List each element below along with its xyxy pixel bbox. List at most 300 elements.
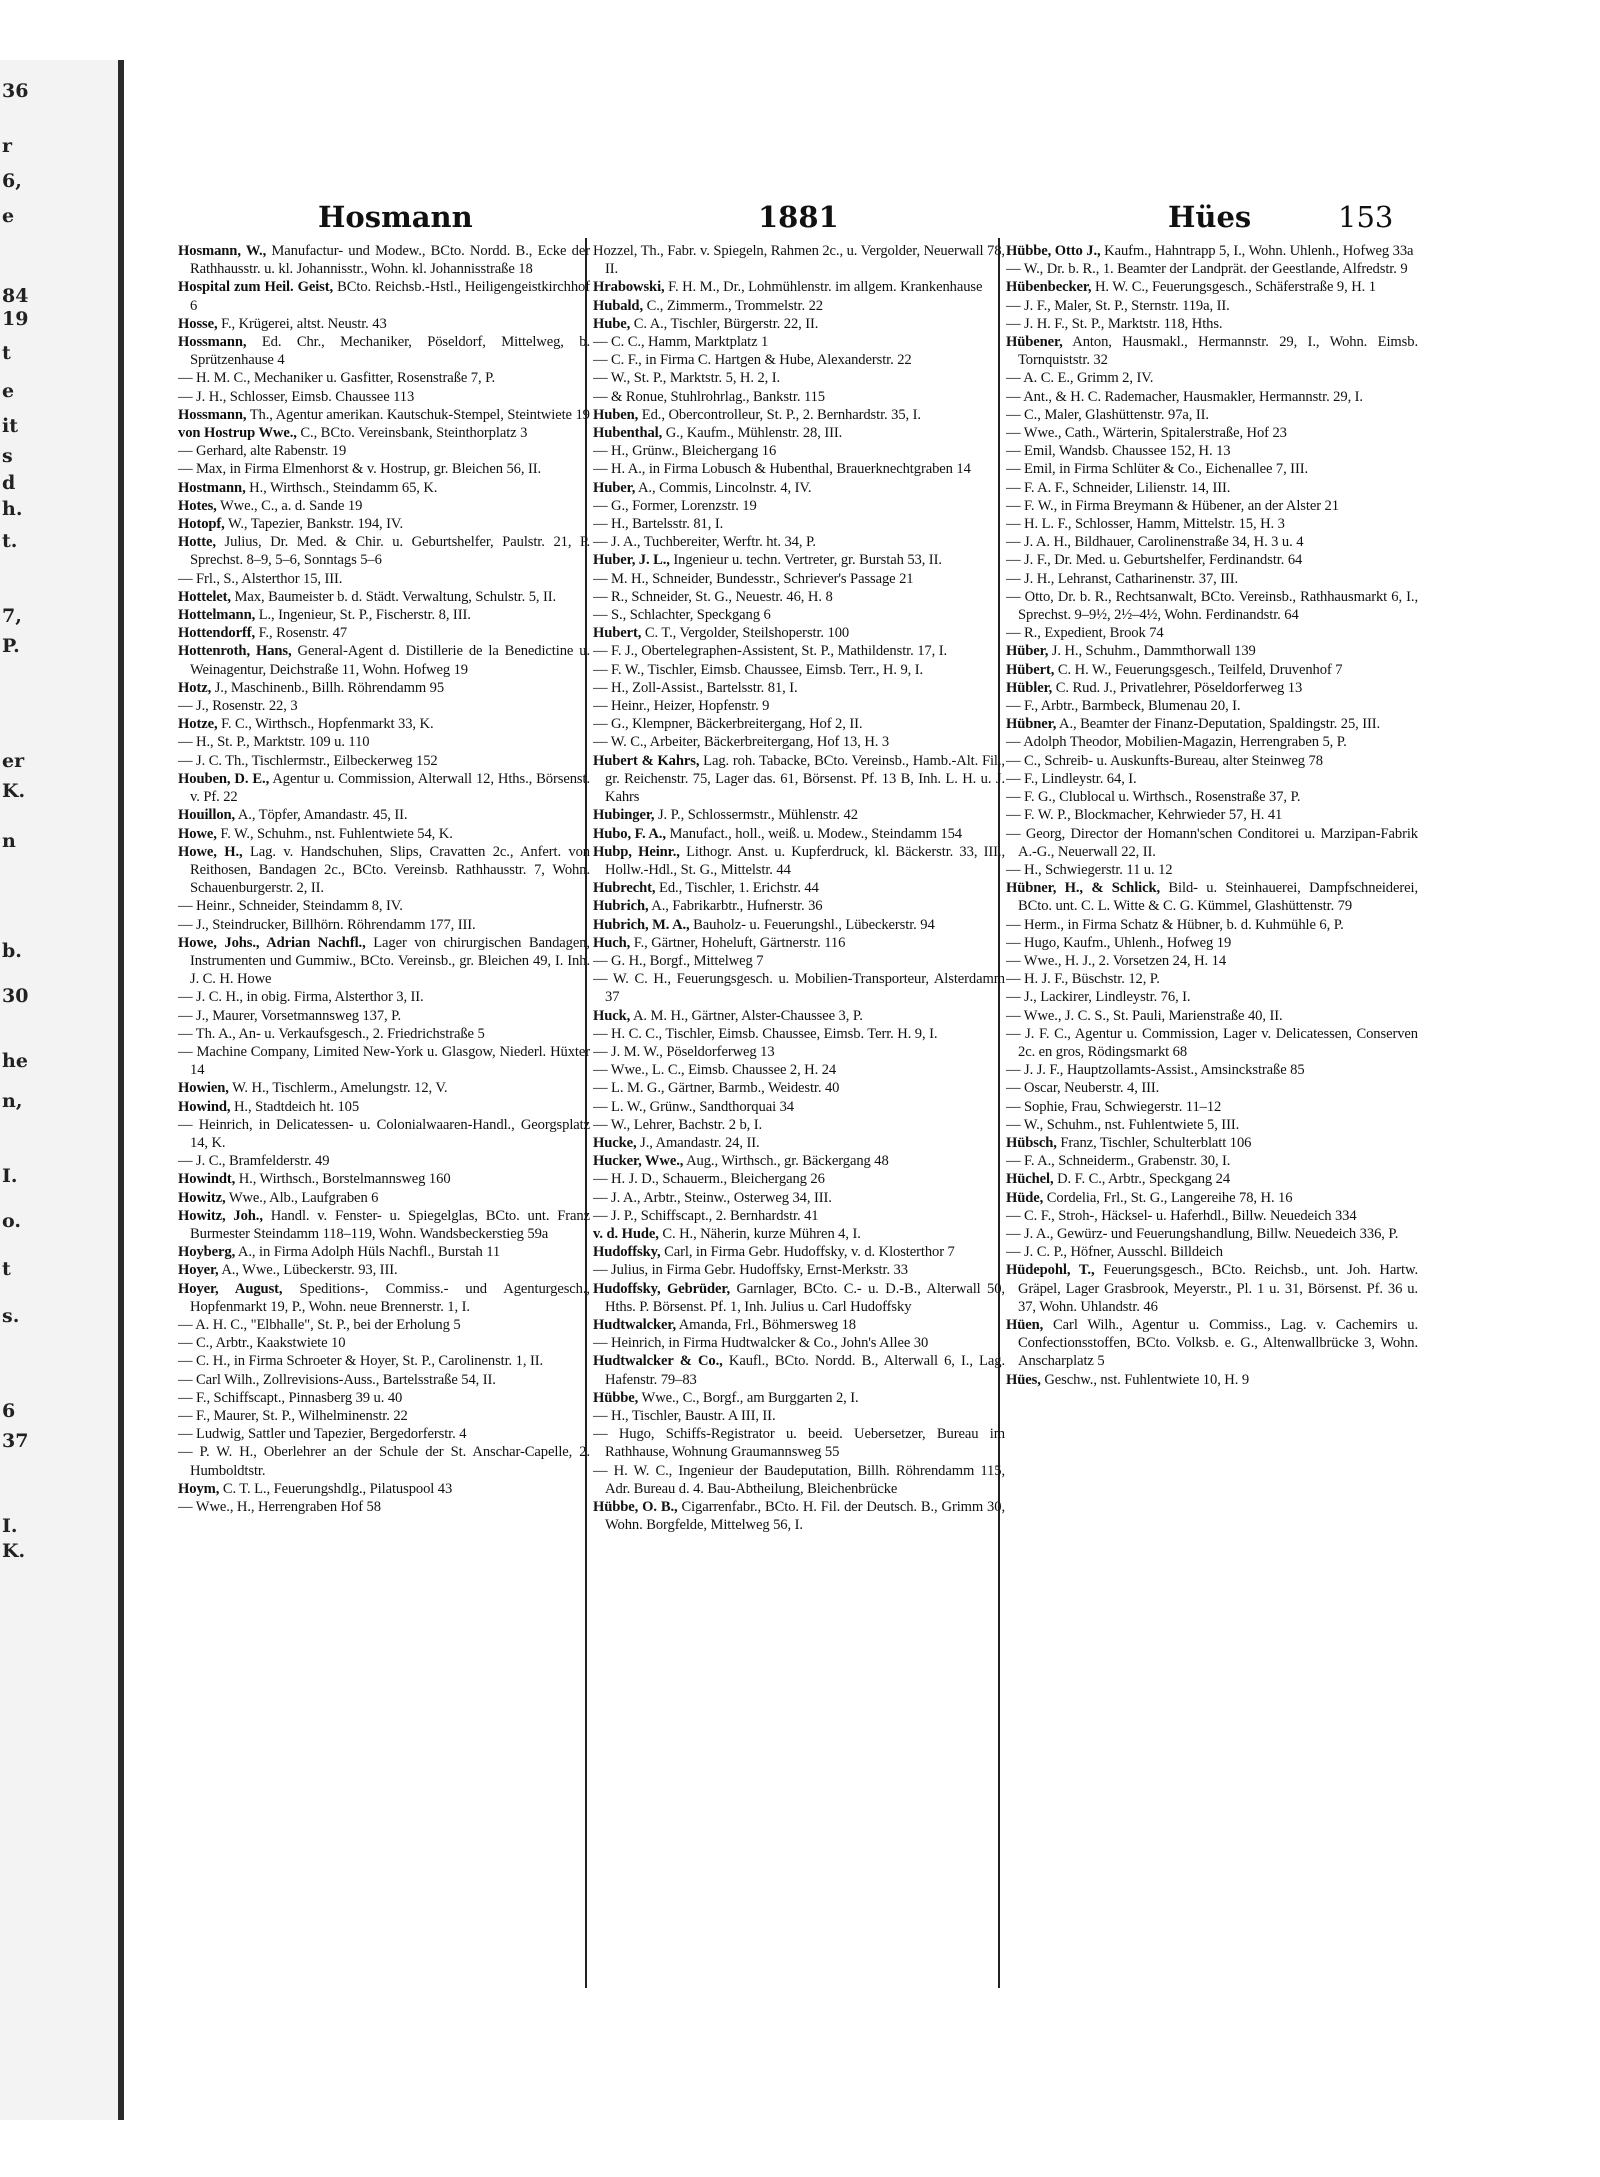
directory-entry	[1006, 1371, 1418, 1389]
directory-entry	[593, 1152, 1005, 1170]
entry-details: — J. A., Arbtr., Steinw., Osterweg 34, III.	[593, 1189, 832, 1206]
entry-details: — J. C. Th., Tischlermstr., Eilbeckerweg 152	[178, 752, 438, 769]
entry-details: — A. C. E., Grimm 2, IV.	[1006, 370, 1154, 387]
directory-entry	[1006, 369, 1418, 387]
entry-name: Houillon,	[178, 807, 236, 824]
previous-page-fragment: t.	[2, 530, 18, 552]
directory-entry	[1006, 1261, 1418, 1316]
directory-entry	[178, 1207, 590, 1243]
entry-details: Ingenieur u. techn. Vertreter, gr. Burstah 53, II.	[669, 552, 942, 569]
directory-entry	[593, 479, 1005, 497]
entry-details: Hozzel, Th., Fabr. v. Spiegeln, Rahmen 2c., u. Vergolder, Neuerwall 78, II.	[593, 243, 1005, 278]
entry-details: — H. C. C., Tischler, Eimsb. Chaussee, Eimsb. Terr. H. 9, I.	[593, 1025, 938, 1042]
directory-entry	[178, 697, 590, 715]
entry-name: Hosmann, W.,	[178, 243, 267, 259]
directory-entry	[1006, 497, 1418, 515]
entry-details: — F., Schiffscapt., Pinnasberg 39 u. 40	[178, 1389, 403, 1406]
directory-entry	[593, 369, 1005, 387]
directory-entry	[178, 1007, 590, 1025]
directory-entry	[593, 1462, 1005, 1498]
entry-details: — W., St. P., Marktstr. 5, H. 2, I.	[593, 370, 781, 387]
directory-entry	[593, 970, 1005, 1006]
entry-details: H., Wirthsch., Steindamm 65, K.	[245, 479, 438, 496]
directory-entry	[178, 1170, 590, 1188]
directory-entry	[1006, 242, 1418, 260]
entry-details: — Wwe., L. C., Eimsb. Chaussee 2, H. 24	[593, 1062, 837, 1079]
directory-entry	[1006, 1116, 1418, 1134]
directory-entry	[593, 515, 1005, 533]
entry-details: — H. W. C., Ingenieur der Baudeputation, Billh. Röhrendamm 115, Adr. Bureau d. 4. Bau-Abtheilung, Bleichenbrücke	[593, 1462, 1005, 1497]
entry-details: Cordelia, Frl., St. G., Langereihe 78, H. 16	[1043, 1189, 1293, 1206]
previous-page-fragment: I.	[2, 1165, 18, 1187]
directory-entry	[178, 770, 590, 806]
directory-entry	[593, 297, 1005, 315]
previous-page-fragment: e	[2, 380, 15, 402]
previous-page-fragment: 84	[2, 285, 29, 307]
entry-details: — H. J. F., Büschstr. 12, P.	[1006, 971, 1160, 988]
entry-details: Feuerungsgesch., BCto. Reichsb., unt. Joh. Hartw. Gräpel, Lager Grasbrook, Meyerstr., Pl. 1 u. 31, Börsenst. Pf. 36 u. 37, Wohn. Uhlandstr. 46	[1018, 1262, 1418, 1315]
directory-entry	[178, 606, 590, 624]
entry-details: — J. H., Lehranst, Catharinenstr. 37, III.	[1006, 570, 1239, 587]
entry-details: — F. W. P., Blockmacher, Kehrwieder 57, H. 41	[1006, 807, 1283, 824]
directory-entry	[178, 278, 590, 314]
entry-details: Th., Agentur amerikan. Kautschuk-Stempel, Steintwiete 19	[246, 406, 590, 423]
directory-entry	[1006, 278, 1418, 296]
entry-details: — J. A., Tuchbereiter, Werftr. ht. 34, P.	[593, 534, 816, 551]
directory-page	[148, 150, 1448, 2080]
page-header	[148, 200, 1394, 236]
previous-page-fragment: 37	[2, 1430, 29, 1452]
entry-name: Hübbe, O. B.,	[593, 1499, 678, 1516]
directory-entry	[593, 570, 1005, 588]
entry-details: — F. G., Clublocal u. Wirthsch., Rosenstraße 37, P.	[1006, 789, 1301, 806]
directory-entry	[1006, 1061, 1418, 1079]
entry-details: J., Amandastr. 24, II.	[636, 1134, 760, 1151]
entry-details: — H. M. C., Mechaniker u. Gasfitter, Rosenstraße 7, P.	[178, 370, 496, 387]
directory-entry	[593, 533, 1005, 551]
entry-details: Bauholz- u. Feuerungshl., Lübeckerstr. 94	[689, 916, 935, 933]
directory-entry	[1006, 1025, 1418, 1061]
directory-column-1	[178, 242, 590, 1982]
entry-details: — S., Schlachter, Speckgang 6	[593, 607, 771, 624]
directory-entry	[593, 442, 1005, 460]
directory-entry	[593, 551, 1005, 569]
directory-entry	[178, 1316, 590, 1334]
entry-details: C. Rud. J., Privatlehrer, Pöseldorferweg 13	[1052, 679, 1303, 696]
entry-name: Huber,	[593, 479, 636, 496]
entry-details: — Heinr., Schneider, Steindamm 8, IV.	[178, 898, 403, 915]
entry-details: — Frl., S., Alsterthor 15, III.	[178, 570, 343, 587]
directory-entry	[178, 1189, 590, 1207]
entry-details: Cigarrenfabr., BCto. H. Fil. der Deutsch. B., Grimm 30, Wohn. Borgfelde, Mittelweg 56, I.	[605, 1499, 1005, 1534]
directory-entry	[1006, 479, 1418, 497]
directory-entry	[1006, 624, 1418, 642]
entry-details: Amanda, Frl., Böhmersweg 18	[676, 1316, 857, 1333]
entry-details: D. F. C., Arbtr., Speckgang 24	[1053, 1171, 1231, 1188]
entry-details: — H. A., in Firma Lobusch & Hubenthal, Brauerknechtgraben 14	[593, 461, 971, 478]
entry-name: Hotopf,	[178, 516, 225, 533]
entry-name: Hoym,	[178, 1480, 220, 1497]
page-number: 153	[1338, 200, 1394, 234]
entry-details: — W. C. H., Feuerungsgesch. u. Mobilien-Transporteur, Alsterdamm 37	[593, 971, 1005, 1006]
directory-entry	[593, 388, 1005, 406]
entry-details: — W., Dr. b. R., 1. Beamter der Landprät. der Geestlande, Alfredstr. 9	[1006, 261, 1408, 278]
previous-page-fragment: er	[2, 750, 25, 772]
directory-entry	[178, 1334, 590, 1352]
header-right-keyword: Hües	[1168, 200, 1252, 234]
entry-name: Hübbe, Otto J.,	[1006, 243, 1101, 259]
entry-name: Hrabowski,	[593, 279, 665, 296]
entry-details: Ed., Tischler, 1. Erichstr. 44	[655, 880, 819, 897]
directory-entry	[1006, 825, 1418, 861]
directory-entry	[593, 1098, 1005, 1116]
entry-details: — P. W. H., Oberlehrer an der Schule der St. Anschar-Capelle, 2. Humboldtstr.	[178, 1444, 590, 1479]
entry-details: — W. C., Arbeiter, Bäckerbreitergang, Hof 13, H. 3	[593, 734, 890, 751]
entry-name: Hubrich,	[593, 898, 649, 915]
directory-entry	[593, 1061, 1005, 1079]
entry-details: A., in Firma Adolph Hüls Nachfl., Burstah 11	[235, 1244, 501, 1261]
entry-details: Manufact., holl., weiß. u. Modew., Steindamm 154	[665, 825, 963, 842]
directory-entry	[178, 1498, 590, 1516]
entry-details: — Sophie, Frau, Schwiegerstr. 11–12	[1006, 1098, 1222, 1115]
entry-details: Bild- u. Steinhauerei, Dampfschneiderei, BCto. unt. C. L. Witte & C. G. Kümmel, Glashüttenstr. 79	[1018, 880, 1418, 915]
header-left-keyword: Hosmann	[318, 200, 473, 234]
directory-entry	[593, 1352, 1005, 1388]
entry-details: — Machine Company, Limited New-York u. Glasgow, Niederl. Hüxter 14	[178, 1043, 590, 1079]
entry-details: — J. A. H., Bildhauer, Carolinenstraße 34, H. 3 u. 4	[1006, 534, 1304, 551]
entry-details: — Heinr., Heizer, Hopfenstr. 9	[593, 698, 770, 715]
entry-details: — H., St. P., Marktstr. 109 u. 110	[178, 734, 370, 751]
entry-details: A., Wwe., Lübeckerstr. 93, III.	[218, 1262, 398, 1279]
entry-details: Lag. roh. Tabacke, BCto. Vereinsb., Hamb.-Alt. Fil., gr. Reichenstr. 75, Lager das. 61, Börsenst. Pf. 13 B, Inh. L. H. u. J. Kahrs	[605, 752, 1005, 806]
entry-details: C. H. W., Feuerungsgesch., Teilfeld, Druvenhof 7	[1054, 661, 1343, 678]
entry-details: — Max, in Firma Elmenhorst & v. Hostrup, gr. Bleichen 56, II.	[178, 461, 542, 478]
previous-page-fragment: b.	[2, 940, 22, 962]
entry-name: Hostmann,	[178, 479, 246, 496]
entry-name: Hübbe,	[593, 1389, 639, 1406]
entry-details: — J. M. W., Pöseldorferweg 13	[593, 1043, 775, 1060]
directory-entry	[593, 1280, 1005, 1316]
directory-entry	[593, 752, 1005, 807]
directory-entry	[178, 1407, 590, 1425]
entry-details: A., Fabrikarbtr., Hufnerstr. 36	[648, 898, 823, 915]
entry-details: — M. H., Schneider, Bundesstr., Schriever's Passage 21	[593, 570, 914, 587]
directory-entry	[593, 1498, 1005, 1534]
directory-entry	[178, 843, 590, 898]
directory-entry	[593, 843, 1005, 879]
entry-details: Franz, Tischler, Schulterblatt 106	[1056, 1134, 1252, 1151]
directory-entry	[593, 1243, 1005, 1261]
entry-name: Huber, J. L.,	[593, 552, 670, 569]
entry-name: Hüber,	[1006, 643, 1049, 660]
directory-entry	[593, 1225, 1005, 1243]
entry-details: Speditions-, Commiss.- und Agenturgesch., Hopfenmarkt 19, P., Wohn. neue Brennerstr. 1, I.	[190, 1280, 590, 1315]
entry-details: Wwe., C., a. d. Sande 19	[216, 497, 363, 514]
directory-entry	[593, 825, 1005, 843]
directory-entry	[1006, 861, 1418, 879]
entry-details: F. W., Schuhm., nst. Fuhlentwiete 54, K.	[216, 825, 453, 842]
entry-details: Carl Wilh., Agentur u. Commiss., Lag. v. Cachemirs u. Confectionsstoffen, BCto. Volksb. e. G., Altenwallbrücke 3, Wohn. Anscharplatz 5	[1018, 1316, 1418, 1370]
entry-name: Hotz,	[178, 679, 212, 696]
entry-details: — Adolph Theodor, Mobilien-Magazin, Herrengraben 5, P.	[1006, 734, 1347, 751]
entry-name: Howe,	[178, 825, 217, 842]
entry-details: J. P., Schlossermstr., Mühlenstr. 42	[654, 807, 858, 824]
entry-name: Hübler,	[1006, 679, 1053, 696]
entry-details: — Julius, in Firma Gebr. Hudoffsky, Ernst-Merkstr. 33	[593, 1262, 908, 1279]
directory-entry	[1006, 1170, 1418, 1188]
entry-details: — H., Zoll-Assist., Bartelsstr. 81, I.	[593, 679, 798, 696]
directory-entry	[1006, 697, 1418, 715]
directory-entry	[593, 1116, 1005, 1134]
entry-details: H. W. C., Feuerungsgesch., Schäferstraße 9, H. 1	[1091, 279, 1376, 296]
directory-entry	[1006, 934, 1418, 952]
entry-details: — J. A., Gewürz- und Feuerungshandlung, Billw. Neuedeich 336, P.	[1006, 1225, 1399, 1242]
entry-name: Hosse,	[178, 315, 218, 332]
directory-entry	[178, 388, 590, 406]
entry-name: Hüdepohl, T.,	[1006, 1262, 1095, 1279]
directory-entry	[1006, 642, 1418, 660]
previous-page-fragment: t	[2, 342, 11, 364]
entry-name: Howe, H.,	[178, 843, 243, 860]
directory-entry	[593, 934, 1005, 952]
previous-page-fragment: K.	[2, 780, 26, 802]
directory-entry	[593, 679, 1005, 697]
previous-page-fragment: I.	[2, 1515, 18, 1537]
entry-details: Manufactur- und Modew., BCto. Nordd. B., Ecke der Rathhausstr. u. kl. Johannisstr., Wohn. kl. Johannisstraße 18	[190, 243, 590, 278]
entry-name: Hüchel,	[1006, 1171, 1054, 1188]
entry-name: Hübner,	[1006, 716, 1057, 733]
directory-entry	[178, 624, 590, 642]
previous-page-fragment: t	[2, 1258, 11, 1280]
entry-details: — R., Schneider, St. G., Neuestr. 46, H. 8	[593, 588, 833, 605]
entry-details: — Oscar, Neuberstr. 4, III.	[1006, 1080, 1160, 1097]
directory-entry	[1006, 333, 1418, 369]
directory-entry	[178, 1352, 590, 1370]
entry-details: — Wwe., Cath., Wärterin, Spitalerstraße, Hof 23	[1006, 425, 1287, 442]
directory-entry	[593, 642, 1005, 660]
entry-name: Hudoffsky, Gebrüder,	[593, 1280, 730, 1297]
entry-name: Hottelet,	[178, 588, 231, 605]
directory-entry	[1006, 988, 1418, 1006]
entry-name: Howitz, Joh.,	[178, 1207, 263, 1224]
entry-details: — H., Tischler, Baustr. A III, II.	[593, 1408, 776, 1424]
directory-entry	[178, 1098, 590, 1116]
directory-entry	[1006, 788, 1418, 806]
entry-name: v. d. Hude,	[593, 1225, 659, 1242]
entry-details: — J. C. P., Höfner, Ausschl. Billdeich	[1006, 1244, 1223, 1261]
directory-entry	[593, 1007, 1005, 1025]
entry-name: Hucker, Wwe.,	[593, 1153, 684, 1170]
directory-entry	[178, 315, 590, 333]
entry-details: — H., Grünw., Bleichergang 16	[593, 443, 777, 460]
directory-entry	[1006, 551, 1418, 569]
header-year: 1881	[758, 200, 839, 234]
directory-entry	[593, 1025, 1005, 1043]
entry-details: Agentur u. Commission, Alterwall 12, Hths., Börsenst. v. Pf. 22	[190, 770, 590, 806]
directory-entry	[1006, 1316, 1418, 1371]
directory-entry	[593, 897, 1005, 915]
directory-entry	[178, 988, 590, 1006]
directory-entry	[1006, 879, 1418, 915]
entry-name: Hubenthal,	[593, 425, 663, 442]
previous-page-fragment: P.	[2, 635, 20, 657]
entry-details: — C. C., Hamm, Marktplatz 1	[593, 334, 769, 351]
directory-entry	[178, 424, 590, 442]
entry-details: — H., Schwiegerstr. 11 u. 12	[1006, 861, 1173, 878]
directory-entry	[593, 497, 1005, 515]
entry-details: — C. F., Stroh-, Häcksel- u. Haferhdl., Billw. Neuedeich 334	[1006, 1207, 1357, 1224]
directory-entry	[178, 1079, 590, 1097]
directory-entry	[1006, 970, 1418, 988]
directory-entry	[178, 916, 590, 934]
directory-entry	[178, 733, 590, 751]
entry-details: L., Ingenieur, St. P., Fischerstr. 8, III.	[255, 607, 471, 624]
entry-details: — J. C. H., in obig. Firma, Alsterthor 3, II.	[178, 989, 424, 1006]
directory-entry	[178, 406, 590, 424]
directory-entry	[593, 424, 1005, 442]
entry-name: Hottendorff,	[178, 625, 256, 642]
entry-details: — J., Lackirer, Lindleystr. 76, I.	[1006, 989, 1191, 1006]
entry-name: Hubp, Heinr.,	[593, 843, 680, 860]
directory-entry	[593, 351, 1005, 369]
entry-name: Hubald,	[593, 297, 644, 314]
directory-entry	[1006, 1225, 1418, 1243]
entry-name: Hudtwalcker,	[593, 1316, 676, 1333]
entry-name: Hoyer, August,	[178, 1280, 283, 1297]
previous-page-fragment: 30	[2, 985, 29, 1007]
directory-entry	[593, 879, 1005, 897]
entry-details: — J. F., Maler, St. P., Sternstr. 119a, II.	[1006, 297, 1230, 314]
entry-details: Garnlager, BCto. C.- u. D.-B., Alterwall 50, Hths. P. Börsenst. Pf. 1, Inh. Julius u. Carl Hudoffsky	[605, 1280, 1005, 1315]
entry-details: — Emil, Wandsb. Chaussee 152, H. 13	[1006, 443, 1231, 460]
entry-name: Hoyer,	[178, 1262, 219, 1279]
directory-entry	[178, 1116, 590, 1152]
entry-details: J., Maschinenb., Billh. Röhrendamm 95	[211, 679, 445, 696]
entry-name: Hoyberg,	[178, 1244, 236, 1261]
directory-entry	[178, 752, 590, 770]
directory-entry	[178, 1425, 590, 1443]
entry-details: — Th. A., An- u. Verkaufsgesch., 2. Friedrichstraße 5	[178, 1025, 485, 1042]
entry-details: — Herm., in Firma Schatz & Hübner, b. d. Kuhmühle 6, P.	[1006, 916, 1344, 933]
directory-entry	[593, 588, 1005, 606]
entry-details: — G., Klempner, Bäckerbreitergang, Hof 2, II.	[593, 716, 863, 733]
previous-page-fragment: n,	[2, 1090, 23, 1112]
entry-details: — F., Lindleystr. 64, I.	[1006, 770, 1137, 787]
directory-entry	[593, 661, 1005, 679]
entry-details: — Heinrich, in Delicatessen- u. Colonialwaaren-Handl., Georgsplatz 14, K.	[178, 1116, 590, 1151]
entry-details: — Ant., & H. C. Rademacher, Hausmakler, Hermannstr. 29, I.	[1006, 388, 1363, 405]
directory-entry	[178, 1261, 590, 1279]
entry-details: — F., Maurer, St. P., Wilhelminenstr. 22	[178, 1408, 408, 1424]
directory-entry	[593, 1134, 1005, 1152]
directory-entry	[593, 1316, 1005, 1334]
entry-details: W. H., Tischlerm., Amelungstr. 12, V.	[228, 1080, 448, 1097]
directory-entry	[1006, 533, 1418, 551]
directory-column-3	[1006, 242, 1418, 1982]
directory-entry	[178, 333, 590, 369]
directory-entry	[1006, 460, 1418, 478]
entry-details: C., BCto. Vereinsbank, Steinthorplatz 3	[296, 425, 528, 442]
directory-entry	[1006, 406, 1418, 424]
directory-entry	[178, 825, 590, 843]
directory-entry	[1006, 770, 1418, 788]
directory-entry	[178, 1043, 590, 1079]
directory-entry	[178, 515, 590, 533]
entry-name: Hossmann,	[178, 406, 247, 423]
directory-entry	[178, 533, 590, 569]
entry-details: Kaufm., Hahntrapp 5, I., Wohn. Uhlenh., Hofweg 33a	[1100, 243, 1414, 259]
directory-entry	[178, 242, 590, 278]
entry-details: G., Kaufm., Mühlenstr. 28, III.	[662, 425, 843, 442]
entry-details: C., Zimmerm., Trommelstr. 22	[643, 297, 823, 314]
entry-details: J. H., Schuhm., Dammthorwall 139	[1048, 643, 1256, 660]
previous-page-fragment: it	[2, 415, 18, 437]
entry-details: — F. A. F., Schneider, Lilienstr. 14, III.	[1006, 479, 1231, 496]
directory-entry	[1006, 515, 1418, 533]
entry-details: — G. H., Borgf., Mittelweg 7	[593, 952, 764, 969]
directory-entry	[1006, 424, 1418, 442]
entry-details: Carl, in Firma Gebr. Hudoffsky, v. d. Klosterthor 7	[660, 1244, 955, 1261]
entry-details: — W., Schuhm., nst. Fuhlentwiete 5, III.	[1006, 1116, 1240, 1133]
directory-entry	[178, 588, 590, 606]
directory-entry	[178, 570, 590, 588]
entry-name: Hübenbecker,	[1006, 279, 1092, 296]
entry-name: Hospital zum Heil. Geist,	[178, 279, 334, 296]
directory-entry	[1006, 733, 1418, 751]
entry-details: — Georg, Director der Homann'schen Conditorei u. Marzipan-Fabrik A.-G., Neuerwall 22, II.	[1006, 825, 1418, 860]
directory-entry	[1006, 1243, 1418, 1261]
directory-entry	[178, 479, 590, 497]
entry-details: — F. W., in Firma Breymann & Hübener, an der Alster 21	[1006, 497, 1339, 514]
directory-entry	[178, 1243, 590, 1261]
directory-entry	[593, 624, 1005, 642]
entry-details: Lager von chirurgischen Bandagen, Instrumenten und Gummiw., BCto. Vereinsb., gr. Bleichen 49, I. Inh. J. C. H. Howe	[190, 934, 590, 988]
directory-entry	[593, 806, 1005, 824]
directory-entry	[593, 242, 1005, 278]
entry-name: Huch,	[593, 934, 631, 951]
directory-entry	[593, 1189, 1005, 1207]
entry-details: Julius, Dr. Med. & Chir. u. Geburtshelfer, Paulstr. 21, P. Sprechst. 8–9, 5–6, Sonntags 5–6	[190, 534, 590, 569]
directory-entry	[593, 916, 1005, 934]
entry-name: Howindt,	[178, 1171, 236, 1188]
entry-details: — F. J., Obertelegraphen-Assistent, St. P., Mathildenstr. 17, I.	[593, 643, 948, 660]
entry-name: Houben, D. E.,	[178, 770, 270, 787]
directory-entry	[1006, 806, 1418, 824]
directory-entry	[1006, 1207, 1418, 1225]
entry-name: Howind,	[178, 1098, 231, 1115]
entry-details: — F. A., Schneiderm., Grabenstr. 30, I.	[1006, 1153, 1231, 1170]
directory-entry	[1006, 1098, 1418, 1116]
entry-details: — Hugo, Kaufm., Uhlenh., Hofweg 19	[1006, 934, 1232, 951]
directory-entry	[178, 1371, 590, 1389]
entry-details: Lithogr. Anst. u. Kupferdruck, kl. Bäckerstr. 33, III., Hollw.-Hdl., St. G., Mittelstr. 44	[605, 843, 1005, 878]
entry-details: Lag. v. Handschuhen, Slips, Cravatten 2c., Anfert. von Reithosen, Bandagen 2c., BCto. Vereinsb. Rathhausstr. 7, Wohn. Schauenburgerstr. 2, II.	[190, 843, 590, 897]
entry-name: Hüen,	[1006, 1316, 1044, 1333]
entry-details: — J. J. F., Hauptzollamts-Assist., Amsinckstraße 85	[1006, 1062, 1305, 1079]
directory-entry	[1006, 661, 1418, 679]
entry-name: Howien,	[178, 1080, 229, 1097]
entry-details: Ed. Chr., Mechaniker, Pöseldorf, Mittelweg, b. Sprützenhause 4	[190, 334, 590, 369]
entry-details: — J. F. C., Agentur u. Commission, Lager v. Delicatessen, Conserven 2c. en gros, Rödingsmarkt 68	[1006, 1025, 1418, 1060]
entry-details: — F., Arbtr., Barmbeck, Blumenau 20, I.	[1006, 698, 1241, 715]
entry-name: Howitz,	[178, 1189, 226, 1206]
entry-details: — J., Steindrucker, Billhörn. Röhrendamm 177, III.	[178, 916, 476, 933]
entry-name: Hübner, H., & Schlick,	[1006, 880, 1161, 897]
entry-details: F. H. M., Dr., Lohmühlenstr. im allgem. Krankenhause	[664, 279, 983, 296]
entry-name: Hubinger,	[593, 807, 655, 824]
directory-entry	[593, 606, 1005, 624]
entry-details: — Hugo, Schiffs-Registrator u. beeid. Uebersetzer, Bureau im Rathhause, Wohnung Graumannsweg 55	[593, 1426, 1005, 1461]
